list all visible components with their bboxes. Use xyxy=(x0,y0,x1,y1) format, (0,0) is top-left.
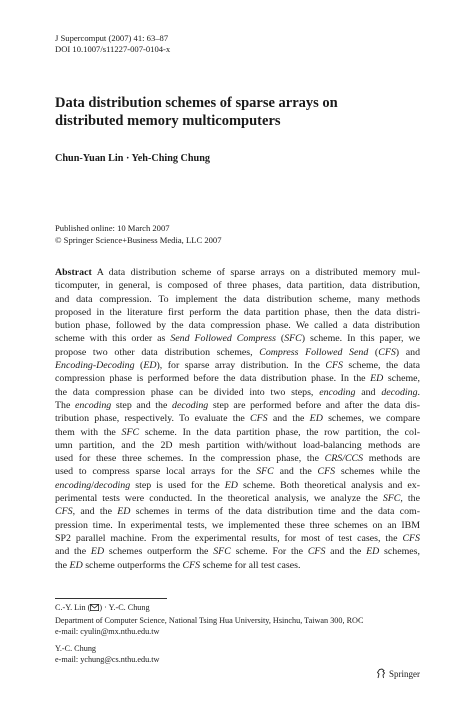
abstract-line: the ED scheme outperforms the CFS scheme for all test cases. xyxy=(55,559,301,571)
author2-email[interactable]: e-mail: ychung@cs.nthu.edu.tw xyxy=(55,655,160,664)
springer-logo xyxy=(376,668,420,679)
abstract-line: CFS, and the ED schemes in terms of the data distribution time and the data com- xyxy=(55,506,420,518)
abstract-heading: Abstract xyxy=(55,267,92,278)
abstract-line: perimental tests were conducted. In the theoretical analysis, we analyze the SFC, the xyxy=(55,493,420,505)
abstract-line: used for these three schemes. In the compression phase, the CRS/CCS methods are xyxy=(55,453,420,465)
abstract-line: Abstract A data distribution scheme of sparse arrays on a distributed memory mul- xyxy=(55,267,420,278)
abstract-line: pression time. In experimental tests, we implemented these three schemes on an IBM xyxy=(55,519,420,531)
abstract-line: the data compression phase can be divided into two steps, encoding and decoding. xyxy=(55,386,420,398)
abstract-line: bution phase, followed by the data compression phase. We called a data distribution xyxy=(55,320,420,332)
abstract-line: SP2 parallel machine. From the experimental results, for most of test cases, the CFS xyxy=(55,532,420,544)
abstract-line: used to compress sparse local arrays for the SFC and the CFS schemes while the xyxy=(55,466,420,478)
journal-doi: DOI 10.1007/s11227-007-0104-x xyxy=(55,44,171,54)
footnotes xyxy=(55,602,363,666)
abstract-line: ticomputer, in general, is composed of three phases, data partition, data distribution, xyxy=(55,280,420,292)
envelope-icon xyxy=(90,603,99,615)
author-list: Chun-Yuan Lin · Yeh-Ching Chung xyxy=(55,153,210,164)
corresponding-prefix: C.-Y. Lin ( xyxy=(55,603,91,612)
journal-header xyxy=(55,33,170,55)
title-line: distributed memory multicomputers xyxy=(55,113,281,129)
abstract-line: umn partition, and the 2D mesh partition with/without load-balancing methods are xyxy=(55,439,420,451)
published-date: Published online: 10 March 2007 xyxy=(55,223,170,233)
abstract-line: compression phase is performed before the data distribution phase. In the ED scheme, xyxy=(55,373,420,385)
abstract-line: them with the SFC scheme. In the data partition phase, the row partition, the col- xyxy=(55,426,420,438)
abstract-line: tribution phase, respectively. To evaluate the CFS and the ED schemes, we compare xyxy=(55,413,420,425)
footnote-rule xyxy=(55,598,167,599)
abstract-line: and the ED schemes outperform the SFC scheme. For the CFS and the ED schemes, xyxy=(55,546,420,558)
journal-citation: J Supercomput (2007) 41: 63–87 xyxy=(55,33,169,43)
abstract-line: proposed in the literature first perform the data partition phase, then the data distri- xyxy=(55,306,420,318)
abstract-line: propose two other data distribution schemes, Compress Followed Send (CFS) and xyxy=(55,346,421,358)
corresponding-suffix: ) · Y.-C. Chung xyxy=(99,603,150,612)
publication-info xyxy=(55,222,222,246)
abstract xyxy=(55,266,420,572)
affiliation: Department of Computer Science, National Tsing Hua University, Hsinchu, Taiwan 300, ROC xyxy=(55,615,364,625)
springer-horse-icon xyxy=(376,668,386,679)
copyright-notice: © Springer Science+Business Media, LLC 2007 xyxy=(55,235,222,245)
author2-name: Y.-C. Chung xyxy=(55,643,97,653)
author1-email[interactable]: e-mail: cyulin@mx.nthu.edu.tw xyxy=(55,627,160,636)
title-line: Data distribution schemes of sparse arrays on xyxy=(55,95,338,111)
corresponding-author-line xyxy=(55,602,363,615)
abstract-line: The encoding step and the decoding step are performed before and after the data dis- xyxy=(55,399,420,411)
abstract-line: encoding/decoding step is used for the ED scheme. Both theoretical analysis and ex- xyxy=(55,479,420,491)
abstract-line: and data compression. To implement the data distribution scheme, many methods xyxy=(55,293,420,305)
publisher-name: Springer xyxy=(389,668,420,679)
abstract-line: scheme with this order as Send Followed Compress (SFC) scheme. In this paper, we xyxy=(55,333,420,345)
paper-title xyxy=(55,94,425,130)
abstract-line: Encoding-Decoding (ED), for sparse array distribution. In the CFS scheme, the data xyxy=(55,360,420,372)
